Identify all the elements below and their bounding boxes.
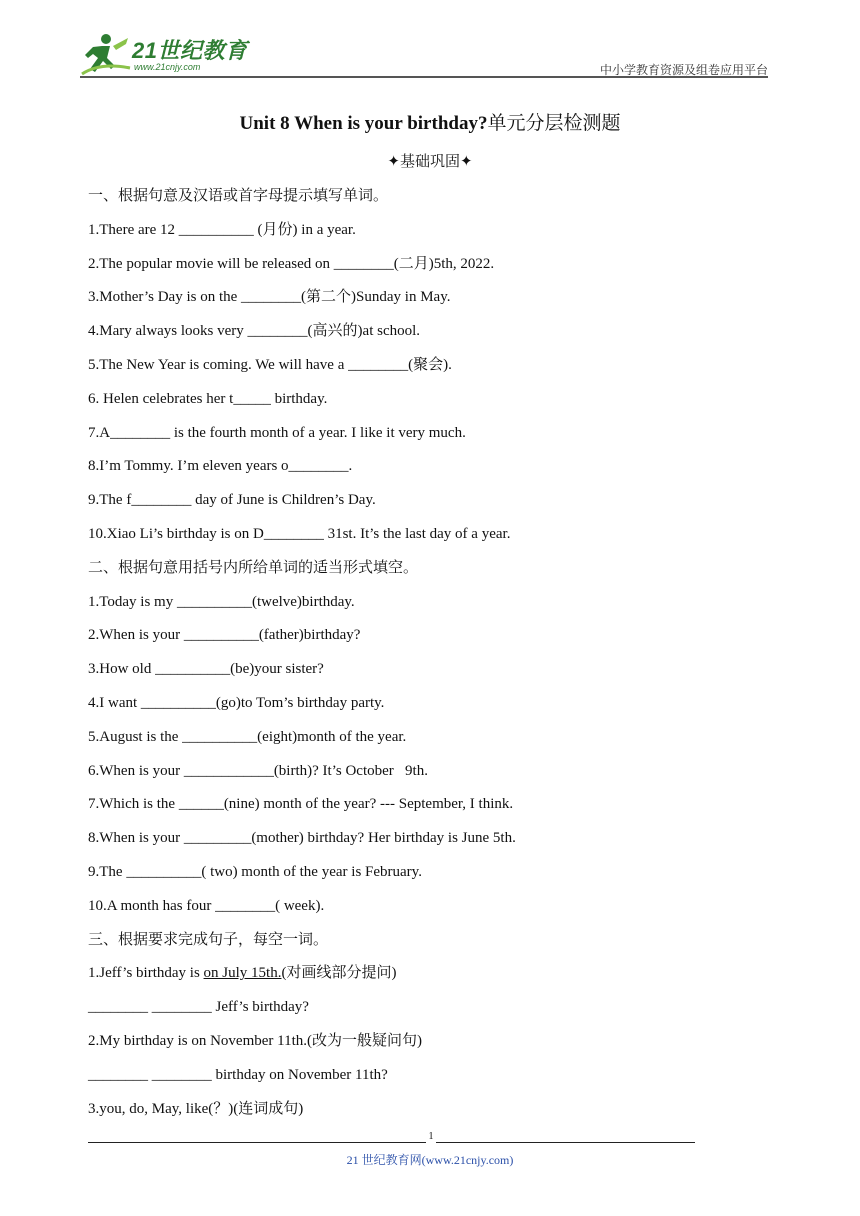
logo-url: www.21cnjy.com [134,62,201,72]
title-chinese: 单元分层检测题 [487,113,621,134]
logo-text: 21世纪教育 [132,38,248,63]
question-line: 2.The popular movie will be released on ________(二月)5th, 2022. [88,255,495,272]
question-line: 9.The __________( two) month of the year is February. [88,863,422,880]
page-footer[interactable]: 21 世纪教育网(www.21cnjy.com) [346,1153,514,1167]
question-line: 10.A month has four ________( week). [88,897,325,914]
section-2-heading: 二、根据句意用括号内所给单词的适当形式填空。 [88,559,419,576]
question-line: 7.A________ is the fourth month of a year. I like it very much. [88,424,466,441]
footer-divider-left [88,1142,426,1143]
question-line: 5.The New Year is coming. We will have a ________(聚会). [88,356,452,373]
question-line: 2.My birthday is on November 11th.(改为一般疑问句) [88,1032,422,1049]
question-line: 7.Which is the ______(nine) month of the year? --- September, I think. [88,796,514,813]
underlined-phrase: on July 15th. [203,965,282,982]
question-line: 6. Helen celebrates her t_____ birthday. [88,390,328,407]
question-line: 1.Today is my __________(twelve)birthday. [88,593,355,610]
question-line: 8.When is your _________(mother) birthday? Her birthday is June 5th. [88,830,516,847]
title-english: Unit 8 When is your birthday? [239,113,488,134]
question-line: 3.you, do, May, like(？)(连词成句) [88,1100,304,1117]
header-divider [80,76,768,78]
question-line: 4.Mary always looks very ________(高兴的)at school. [88,323,421,340]
header-tagline: 中小学教育资源及组卷应用平台 [599,63,768,77]
question-line: 5.August is the __________(eight)month of the year. [88,728,407,745]
section-3-heading: 三、根据要求完成句子，每空一词。 [88,931,329,948]
question-line [88,957,778,991]
worksheet-body [88,180,778,1126]
page-number: 1 [428,1131,434,1142]
question-line: 8.I’m Tommy. I’m eleven years o________. [88,458,353,475]
page-title [0,108,860,135]
answer-line: ________ ________ birthday on November 11th? [88,1066,388,1083]
logo [80,32,250,76]
section-heading: ✦基础巩固✦ [387,154,473,170]
section-1-heading: 一、根据句意及汉语或首字母提示填写单词。 [88,188,389,204]
footer-divider-right [436,1142,695,1143]
runner-icon [80,32,132,76]
question-line: 3.How old __________(be)your sister? [88,661,324,678]
question-line: 1.There are 12 __________ (月份) in a year. [88,221,356,238]
question-prefix: 1.Jeff’s birthday is [88,965,204,982]
question-instruction: (对画线部分提问) [281,965,397,982]
question-line: 2.When is your __________(father)birthday? [88,627,361,644]
question-line: 4.I want __________(go)to Tom’s birthday party. [88,694,385,711]
answer-line: ________ ________ Jeff’s birthday? [88,999,309,1016]
question-line: 6.When is your ____________(birth)? It’s October 9th. [88,762,428,779]
question-line: 10.Xiao Li’s birthday is on D________ 31st. It’s the last day of a year. [88,525,511,542]
question-line: 3.Mother’s Day is on the ________(第二个)Sunday in May. [88,289,451,306]
question-line: 9.The f________ day of June is Children’s Day. [88,492,376,509]
page-header [80,30,768,78]
